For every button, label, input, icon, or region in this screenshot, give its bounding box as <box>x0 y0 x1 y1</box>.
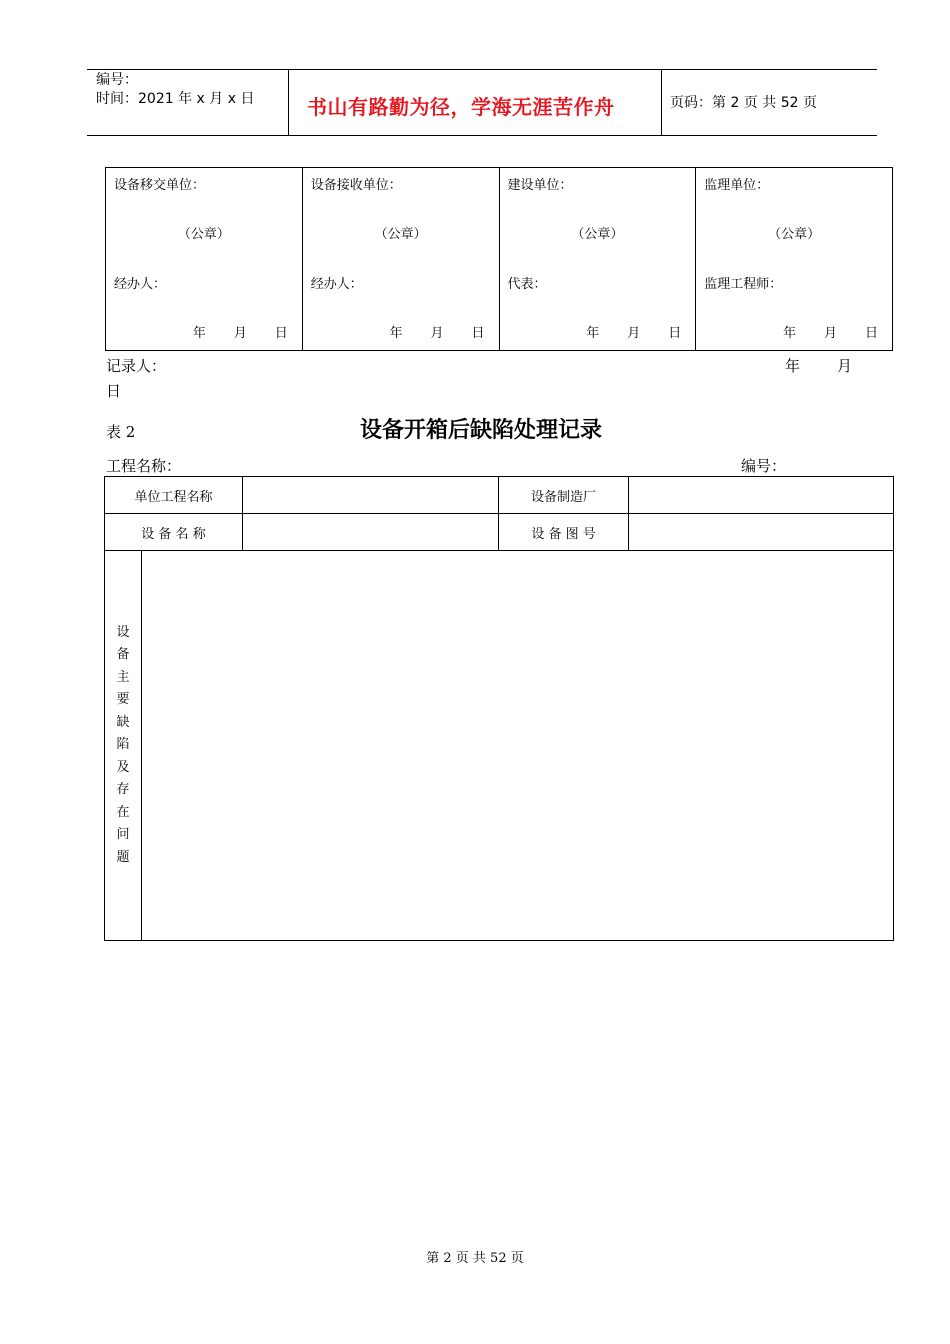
recorder-label: 记录人： <box>106 357 167 375</box>
header-bottom-rule <box>87 135 877 136</box>
defects-label: 设备主要缺陷及存在问题 <box>116 624 130 865</box>
unit-project-name-label: 单位工程名称 <box>105 477 243 514</box>
signer-label: 经办人： <box>114 277 167 292</box>
seal-label: （公章） <box>768 227 821 242</box>
defect-record-table <box>104 476 894 941</box>
signature-cell-title: 设备接收单位： <box>310 178 402 193</box>
record-number-label: 编号： <box>741 457 787 475</box>
table-title: 设备开箱后缺陷处理记录 <box>360 417 603 443</box>
table-number-label: 表 2 <box>106 423 136 441</box>
seal-label: （公章） <box>374 227 427 242</box>
defects-content-field[interactable] <box>142 551 894 941</box>
signature-cell-transfer <box>106 168 303 351</box>
signature-table <box>105 167 893 351</box>
date-year: 年 <box>389 326 403 341</box>
unit-project-name-field[interactable] <box>243 477 499 514</box>
date-month: 月 <box>823 326 837 341</box>
header-time-label: 时间：2021 年 x 月 x 日 <box>96 91 255 107</box>
signer-label: 经办人： <box>310 277 363 292</box>
recorder-year: 年 <box>785 357 801 375</box>
date-day: 日 <box>668 326 682 341</box>
signature-cell-title: 设备移交单位： <box>114 178 206 193</box>
header-top-rule <box>87 69 877 70</box>
signature-cell-construction <box>499 168 696 351</box>
signer-label: 监理工程师： <box>704 277 783 292</box>
date-day: 日 <box>274 326 288 341</box>
date-month: 月 <box>627 326 641 341</box>
recorder-day: 日 <box>106 382 122 400</box>
equipment-name-field[interactable] <box>243 514 499 551</box>
date-line <box>193 322 288 341</box>
project-name-label: 工程名称： <box>106 457 182 475</box>
date-year: 年 <box>782 326 796 341</box>
signature-cell-receive <box>302 168 499 351</box>
seal-label: （公章） <box>177 227 230 242</box>
header-divider-left <box>288 69 289 136</box>
date-day: 日 <box>471 326 485 341</box>
signature-cell-title: 建设单位： <box>507 178 573 193</box>
manufacturer-label: 设备制造厂 <box>499 477 629 514</box>
date-year: 年 <box>192 326 206 341</box>
date-day: 日 <box>864 326 878 341</box>
defects-label-cell <box>105 551 142 941</box>
date-line <box>783 322 878 341</box>
date-month: 月 <box>430 326 444 341</box>
date-line <box>389 322 484 341</box>
header-number-label: 编号： <box>96 72 138 88</box>
header-page-label: 页码：第 2 页 共 52 页 <box>670 95 817 111</box>
header-motto: 书山有路勤为径，学海无涯苦作舟 <box>307 95 615 119</box>
signature-cell-title: 监理单位： <box>704 178 770 193</box>
drawing-number-field[interactable] <box>629 514 894 551</box>
manufacturer-field[interactable] <box>629 477 894 514</box>
table-row <box>105 514 894 551</box>
recorder-month: 月 <box>837 357 853 375</box>
header-divider-right <box>661 69 662 136</box>
page-footer: 第 2 页 共 52 页 <box>426 1251 524 1266</box>
drawing-number-label: 设 备 图 号 <box>499 514 629 551</box>
date-year: 年 <box>586 326 600 341</box>
date-month: 月 <box>233 326 247 341</box>
equipment-name-label: 设 备 名 称 <box>105 514 243 551</box>
signer-label: 代表： <box>507 277 547 292</box>
table-row <box>105 477 894 514</box>
table-row <box>105 551 894 941</box>
seal-label: （公章） <box>571 227 624 242</box>
date-line <box>586 322 681 341</box>
signature-cell-supervision <box>696 168 893 351</box>
